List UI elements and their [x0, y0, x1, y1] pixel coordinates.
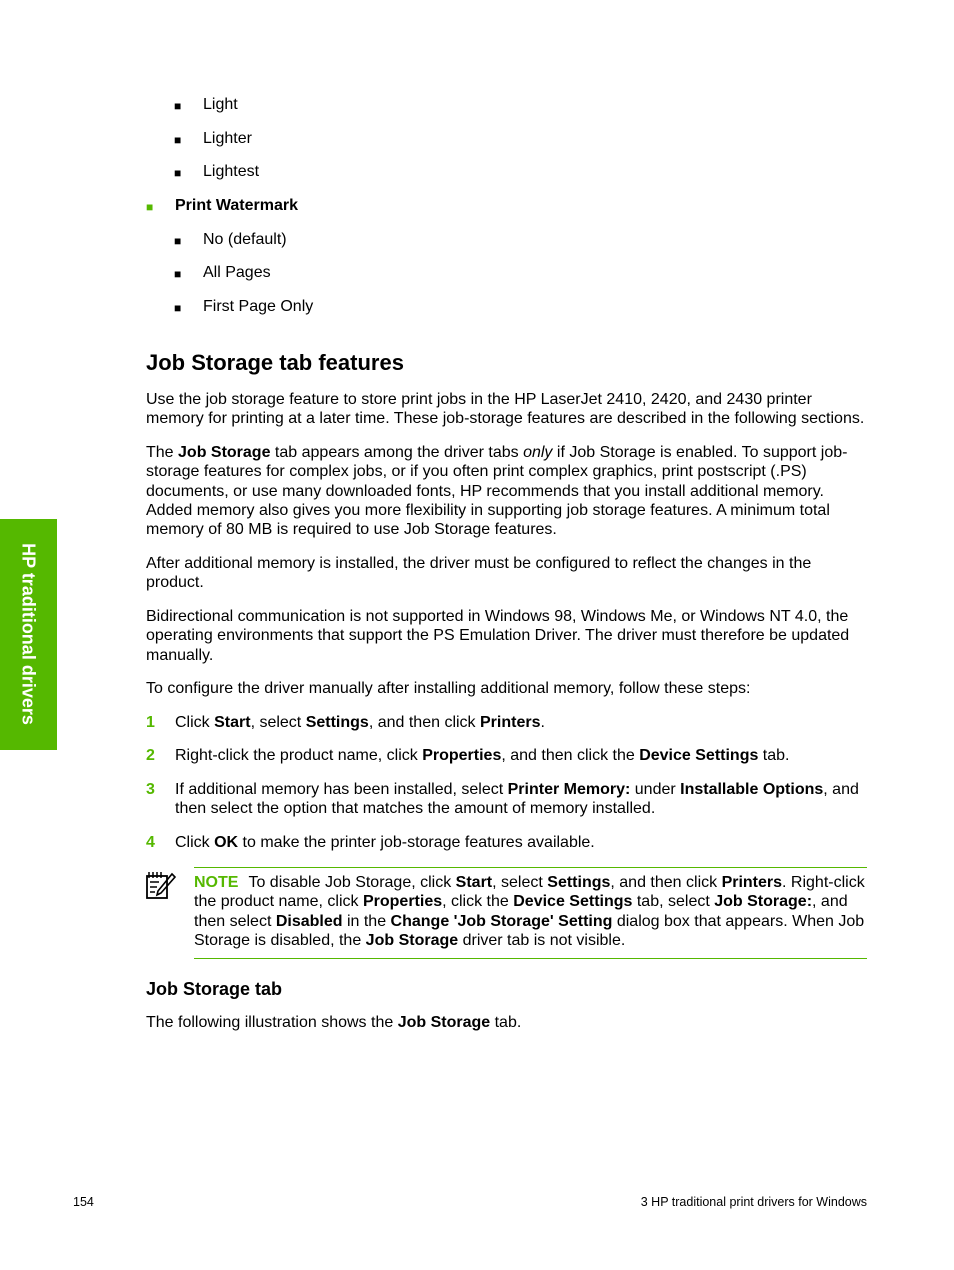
square-bullet-icon: ■	[174, 301, 182, 315]
paragraph: To configure the driver manually after installing additional memory, follow these steps:	[146, 680, 751, 697]
step-text: Right-click the product name, click Properties, and then click the Device Settings tab.	[175, 747, 790, 764]
chapter-footer: 3 HP traditional print drivers for Windows	[640, 1195, 867, 1209]
paragraph: The Job Storage tab appears among the driver tabs only if Job Storage is enabled. To support job-storage features for complex jobs, or if you often print complex graphics, print postscript (.PS) documents, or use many downloaded fonts, HP recommends that you install additional memory. Added memory also gives you more flexibility in supporting job storage features. A minimum total memory of 80 MB is required to use Job Storage features.	[146, 444, 848, 539]
side-tab-label: HP traditional drivers	[18, 543, 39, 725]
note-top-rule	[194, 867, 867, 868]
step-number: 2	[146, 747, 155, 764]
paragraph: Bidirectional communication is not supported in Windows 98, Windows Me, or Windows NT 4.0, the operating environments that support the PS Emulation Driver. The driver must therefore be updated manually.	[146, 608, 850, 664]
paragraph: The following illustration shows the Job Storage tab.	[146, 1014, 522, 1031]
step-number: 1	[146, 714, 155, 731]
note-pencil-icon	[144, 870, 178, 902]
note-bottom-rule	[194, 958, 867, 959]
square-bullet-icon: ■	[174, 166, 182, 180]
step-number: 4	[146, 834, 155, 851]
square-bullet-icon: ■	[174, 133, 182, 147]
square-bullet-icon: ■	[146, 200, 154, 214]
square-bullet-icon: ■	[174, 267, 182, 281]
subsection-title: Job Storage tab	[146, 979, 283, 999]
print-watermark-label: Print Watermark	[175, 197, 298, 214]
list-item: No (default)	[203, 231, 287, 248]
paragraph: Use the job storage feature to store print jobs in the HP LaserJet 2410, 2420, and 2430 printer memory for printing at a later time. These job-storage features are described in the following sections.	[146, 391, 865, 428]
step-text: Click Start, select Settings, and then click Printers.	[175, 714, 545, 731]
list-item: Lightest	[203, 163, 260, 180]
note-label: NOTE	[194, 874, 239, 891]
list-item: Lighter	[203, 130, 252, 147]
step-text: Click OK to make the printer job-storage features available.	[175, 834, 595, 851]
square-bullet-icon: ■	[174, 234, 182, 248]
note-text: NOTE To disable Job Storage, click Start, select Settings, and then click Printers. Right-click the product name, click Properties, click the Device Settings tab, select Job Storage:, and then select Disabled in the Change 'Job Storage' Setting dialog box that appears. When Job Storage is disabled, the Job Storage driver tab is not visible.	[194, 874, 865, 949]
list-item: All Pages	[203, 264, 271, 281]
paragraph: After additional memory is installed, the driver must be configured to reflect the changes in the product.	[146, 555, 812, 592]
step-text: If additional memory has been installed, select Printer Memory: under Installable Options, and then select the option that matches the amount of memory installed.	[175, 781, 859, 818]
list-item: First Page Only	[203, 298, 314, 315]
section-title: Job Storage tab features	[146, 350, 404, 375]
square-bullet-icon: ■	[174, 99, 182, 113]
step-number: 3	[146, 781, 155, 798]
list-item: Light	[203, 96, 238, 113]
page-number: 154	[73, 1195, 94, 1209]
